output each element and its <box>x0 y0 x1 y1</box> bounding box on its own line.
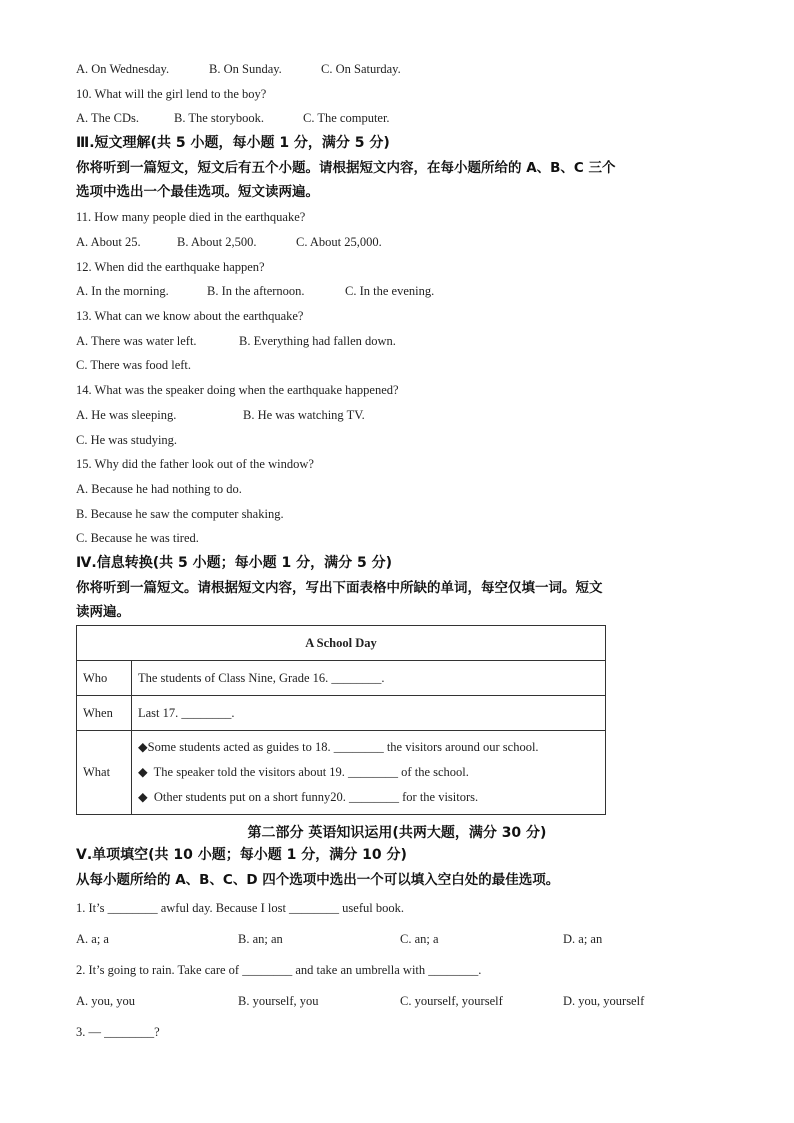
when-text: Last 17. ________. <box>132 696 606 731</box>
section3-heading: Ⅲ.短文理解(共 5 小题，每小题 1 分，满分 5 分) <box>76 135 390 151</box>
q14-option-c: C. He was studying. <box>76 433 178 447</box>
q10-question: 10. What will the girl lend to the boy? <box>76 87 267 101</box>
q13-option-b: B. Everything had fallen down. <box>239 334 396 348</box>
who-label: Who <box>77 661 132 696</box>
what-item-2-text: The speaker told the visitors about 19. ________ of the school. <box>153 765 469 779</box>
what-item-2 <box>138 760 599 785</box>
diamond-bullet-icon: ◆ <box>138 765 148 779</box>
what-item-1 <box>138 735 599 760</box>
q12-option-b: B. In the afternoon. <box>207 284 305 298</box>
q11-option-c: C. About 25,000. <box>296 235 382 249</box>
q11-option-b: B. About 2,500. <box>177 235 257 249</box>
section4-heading: Ⅳ.信息转换(共 5 小题；每小题 1 分，满分 5 分) <box>76 555 392 571</box>
q10-option-c: C. The computer. <box>303 111 390 125</box>
q12-question: 12. When did the earthquake happen? <box>76 260 265 274</box>
q9-option-a: A. On Wednesday. <box>76 62 170 76</box>
q15-question: 15. Why did the father look out of the window? <box>76 457 314 471</box>
table-title: A School Day <box>77 626 606 661</box>
s5-q2-option-c: C. yourself, yourself <box>400 994 503 1008</box>
q15-option-b: B. Because he saw the computer shaking. <box>76 507 284 521</box>
what-item-3-text: Other students put on a short funny20. ________ for the visitors. <box>153 790 479 804</box>
q14-option-a: A. He was sleeping. <box>76 408 177 422</box>
s5-q1-option-c: C. an; a <box>400 932 439 946</box>
diamond-bullet-icon: ◆ <box>138 740 148 754</box>
section3-instruction-2: 选项中选出一个最佳选项。短文读两遍。 <box>76 184 319 200</box>
section5-heading: Ⅴ.单项填空(共 10 小题；每小题 1 分，满分 10 分) <box>76 847 407 863</box>
q13-option-c: C. There was food left. <box>76 358 192 372</box>
section4-instruction-2: 读两遍。 <box>76 604 130 620</box>
what-item-1-text: Some students acted as guides to 18. ________ the visitors around our school. <box>147 740 539 754</box>
q10-option-b: B. The storybook. <box>174 111 265 125</box>
s5-q3-question: 3. — ________? <box>76 1025 160 1039</box>
s5-q2-option-a: A. you, you <box>76 994 136 1008</box>
what-label: What <box>77 731 132 815</box>
q14-option-b: B. He was watching TV. <box>243 408 365 422</box>
q9-option-c: C. On Saturday. <box>321 62 401 76</box>
section3-instruction-1: 你将听到一篇短文，短文后有五个小题。请根据短文内容，在每小题所给的 A、B、C 三个 <box>76 160 616 176</box>
diamond-bullet-icon: ◆ <box>138 790 148 804</box>
s5-q1-question: 1. It’s ________ awful day. Because I lost ________ useful book. <box>76 901 404 915</box>
q13-question: 13. What can we know about the earthquake? <box>76 309 304 323</box>
part2-title: 第二部分 英语知识运用(共两大题，满分 30 分) <box>247 825 547 841</box>
q15-option-a: A. Because he had nothing to do. <box>76 482 242 496</box>
q12-option-a: A. In the morning. <box>76 284 169 298</box>
q11-question: 11. How many people died in the earthquake? <box>76 210 306 224</box>
school-day-table <box>76 625 606 815</box>
section5-instruction: 从每小题所给的 A、B、C、D 四个选项中选出一个可以填入空白处的最佳选项。 <box>76 872 560 888</box>
s5-q1-option-b: B. an; an <box>238 932 283 946</box>
s5-q1-option-d: D. a; an <box>563 932 603 946</box>
when-label: When <box>77 696 132 731</box>
who-text: The students of Class Nine, Grade 16. ________. <box>132 661 606 696</box>
q13-option-a: A. There was water left. <box>76 334 197 348</box>
q11-option-a: A. About 25. <box>76 235 141 249</box>
s5-q2-option-b: B. yourself, you <box>238 994 319 1008</box>
q12-option-c: C. In the evening. <box>345 284 435 298</box>
q14-question: 14. What was the speaker doing when the earthquake happened? <box>76 383 399 397</box>
s5-q2-question: 2. It’s going to rain. Take care of ________ and take an umbrella with ________. <box>76 963 482 977</box>
q15-option-c: C. Because he was tired. <box>76 531 199 545</box>
section4-instruction-1: 你将听到一篇短文。请根据短文内容，写出下面表格中所缺的单词，每空仅填一词。短文 <box>76 580 603 596</box>
s5-q2-option-d: D. you, yourself <box>563 994 645 1008</box>
q9-option-b: B. On Sunday. <box>209 62 282 76</box>
s5-q1-option-a: A. a; a <box>76 932 109 946</box>
what-item-3 <box>138 785 599 810</box>
q10-option-a: A. The CDs. <box>76 111 139 125</box>
